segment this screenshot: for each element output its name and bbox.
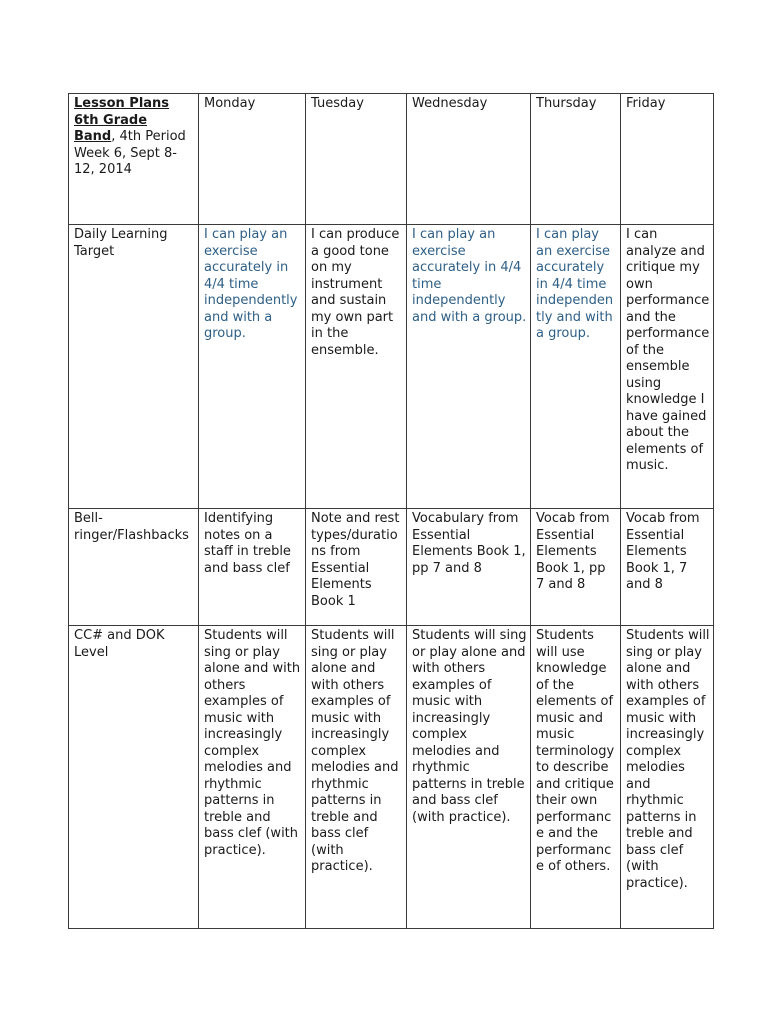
table-cell: Students will sing or play alone and with others examples of music with increasingly complex melodies and rhythmic patterns in treble and bass clef (with practice). (407, 626, 531, 929)
day-header-friday: Friday (621, 94, 714, 225)
table-cell: Students will sing or play alone and with others examples of music with increasingly complex melodies and rhythmic patterns in treble and bass clef (with practice). (621, 626, 714, 929)
bell-ringer-row (69, 509, 714, 626)
table-cell: I can produce a good tone on my instrument and sustain my own part in the ensemble. (306, 225, 407, 509)
table-cell: Note and rest types/durations from Essential Elements Book 1 (306, 509, 407, 626)
title-line-3: Band (74, 129, 112, 144)
table-cell: Students will sing or play alone and with others examples of music with increasingly complex melodies and rhythmic patterns in treble and bass clef (with practice). (306, 626, 407, 929)
row-label: Daily Learning Target (69, 225, 199, 509)
day-header-thursday: Thursday (531, 94, 621, 225)
title-line-1: Lesson Plans (74, 96, 170, 111)
day-header-tuesday: Tuesday (306, 94, 407, 225)
header-row (69, 94, 714, 225)
week-text: Week 6, Sept 8-12, 2014 (74, 145, 177, 177)
period-text: , 4th Period (111, 129, 186, 144)
lesson-plan-table (68, 93, 714, 929)
row-label: CC# and DOK Level (69, 626, 199, 929)
table-cell: I can analyze and critique my own performance and the performance of the ensemble using knowledge I have gained about the elements of music. (621, 225, 714, 509)
cc-dok-row (69, 626, 714, 929)
learning-target-row (69, 225, 714, 509)
table-cell: I can play an exercise accurately in 4/4 time independently and with a group. (199, 225, 306, 509)
title-cell (69, 94, 199, 225)
table-cell: Identifying notes on a staff in treble and bass clef (199, 509, 306, 626)
day-header-monday: Monday (199, 94, 306, 225)
day-header-wednesday: Wednesday (407, 94, 531, 225)
table-cell: Vocabulary from Essential Elements Book 1, pp 7 and 8 (407, 509, 531, 626)
title-line-2: 6th Grade (74, 112, 148, 128)
table-cell: Students will use knowledge of the elements of music and music terminology to describe and critique their own performance and the performance of others. (531, 626, 621, 929)
table-cell: I can play an exercise accurately in 4/4 time independently and with a group. (407, 225, 531, 509)
table-cell: Vocab from Essential Elements Book 1, 7 and 8 (621, 509, 714, 626)
table-cell: I can play an exercise accurately in 4/4 time independently and with a group. (531, 225, 621, 509)
row-label: Bell-ringer/Flashbacks (69, 509, 199, 626)
table-cell: Students will sing or play alone and with others examples of music with increasingly complex melodies and rhythmic patterns in treble and bass clef (with practice). (199, 626, 306, 929)
table-cell: Vocab from Essential Elements Book 1, pp 7 and 8 (531, 509, 621, 626)
